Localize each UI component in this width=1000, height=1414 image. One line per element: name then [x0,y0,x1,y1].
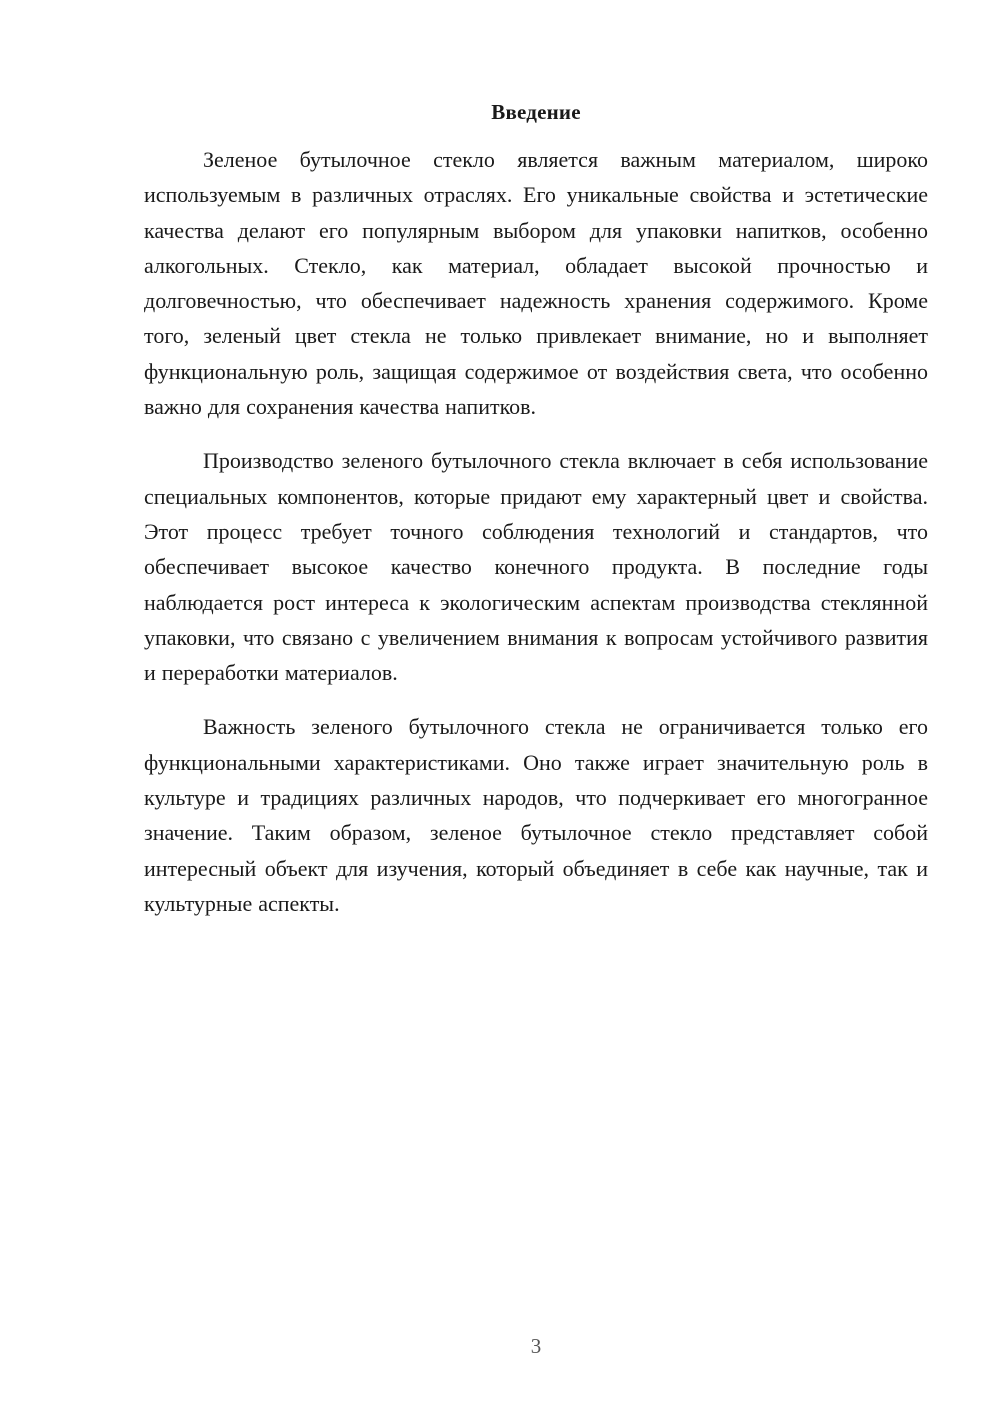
page-number: 3 [530,1334,542,1358]
paragraph-1: Зеленое бутылочное стекло является важным материалом, широко используемым в различных отраслях. Его уникальные свойства и эстетические качества делают его популярным выбором для упаковки напитков, особенно алкогольных. Стекло, как материал, обладает высокой прочностью и долговечностью, что обеспечивает надежность хранения содержимого. Кроме того, зеленый цвет стекла не только привлекает внимание, но и выполняет функциональную роль, защищая содержимое от воздействия света, что особенно важно для сохранения качества напитков. [144,147,928,420]
page-title: Введение [491,100,581,124]
body-text [144,142,928,940]
paragraph-2: Производство зеленого бутылочного стекла включает в себя использование специальных компонентов, которые придают ему характерный цвет и свойства. Этот процесс требует точного соблюдения технологий и стандартов, что обеспечивает высокое качество конечного продукта. В последние годы наблюдается рост интереса к экологическим аспектам производства стеклянной упаковки, что связано с увеличением внимания к вопросам устойчивого развития и переработки материалов. [144,448,928,686]
paragraph-3: Важность зеленого бутылочного стекла не ограничивается только его функциональными характеристиками. Оно также играет значительную роль в культуре и традициях различных народов, что подчеркивает его многогранное значение. Таким образом, зеленое бутылочное стекло представляет собой интересный объект для изучения, который объединяет в себе как научные, так и культурные аспекты. [144,714,928,916]
